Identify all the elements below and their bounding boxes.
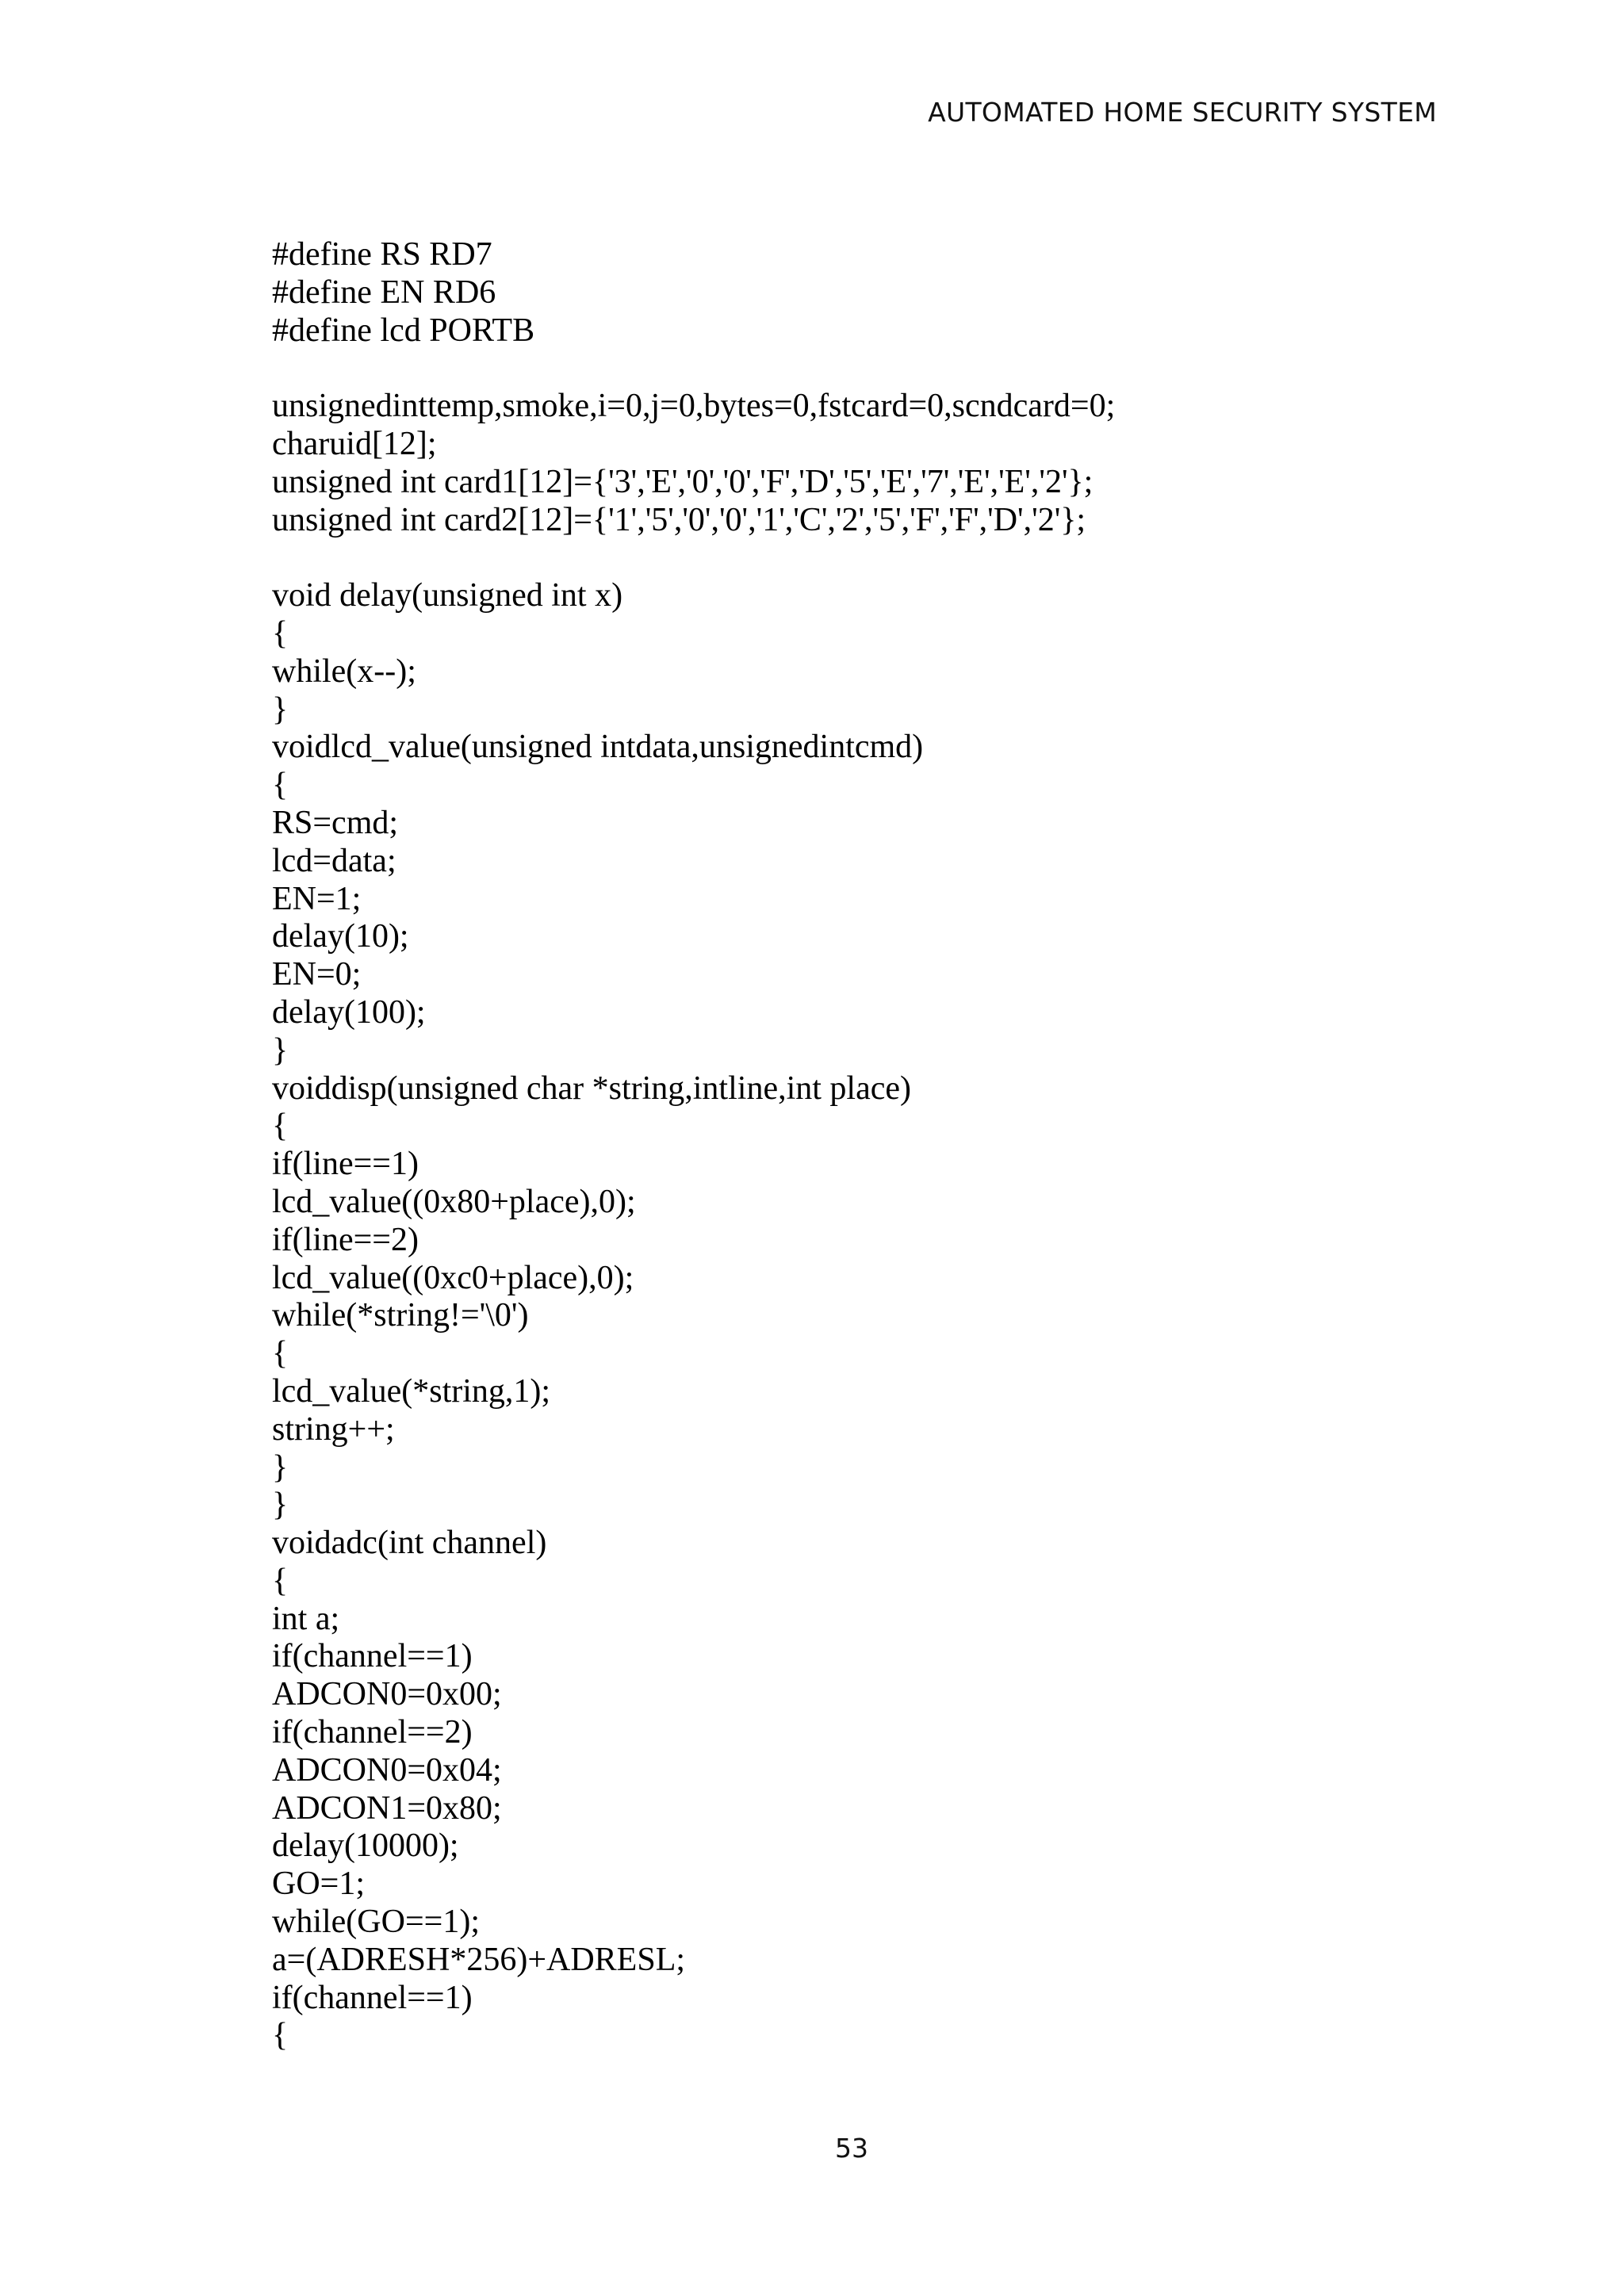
code-line: { bbox=[272, 1562, 289, 1599]
code-line: EN=0; bbox=[272, 956, 362, 993]
code-line bbox=[272, 350, 1461, 388]
code-line: #define lcd PORTB bbox=[272, 312, 535, 349]
code-line: unsigned int card1[12]={'3','E','0','0','F','D','5','E','7','E','E','2'}; bbox=[272, 463, 1094, 500]
code-line: voidlcd_value(unsigned intdata,unsignedintcmd) bbox=[272, 729, 924, 766]
code-line: delay(10); bbox=[272, 918, 409, 955]
code-line: #define RS RD7 bbox=[272, 236, 492, 273]
code-line: #define EN RD6 bbox=[272, 274, 496, 311]
code-line: if(channel==1) bbox=[272, 1979, 473, 2016]
page-number: 53 bbox=[835, 2133, 868, 2164]
code-line: delay(10000); bbox=[272, 1827, 459, 1865]
code-line: lcd_value((0x80+place),0); bbox=[272, 1183, 636, 1220]
code-line: lcd_value(*string,1); bbox=[272, 1372, 551, 1410]
code-line: voidadc(int channel) bbox=[272, 1525, 547, 1562]
code-line: { bbox=[272, 1108, 289, 1145]
code-line: lcd_value((0xc0+place),0); bbox=[272, 1259, 634, 1296]
code-line: voiddisp(unsigned char *string,intline,int place) bbox=[272, 1070, 911, 1107]
code-line: unsigned int card2[12]={'1','5','0','0','1','C','2','5','F','F','D','2'}; bbox=[272, 501, 1086, 538]
code-line: GO=1; bbox=[272, 1866, 366, 1903]
code-line: if(line==2) bbox=[272, 1221, 419, 1258]
code-line: if(channel==1) bbox=[272, 1638, 473, 1675]
code-line: void delay(unsigned int x) bbox=[272, 577, 623, 614]
code-line: } bbox=[272, 1448, 289, 1486]
running-header: AUTOMATED HOME SECURITY SYSTEM bbox=[928, 97, 1437, 128]
code-line: } bbox=[272, 1487, 289, 1524]
code-line bbox=[272, 539, 1461, 577]
code-line: } bbox=[272, 691, 289, 728]
code-line: ADCON1=0x80; bbox=[272, 1789, 502, 1827]
code-line: RS=cmd; bbox=[272, 804, 399, 841]
code-line: while(*string!='\0') bbox=[272, 1297, 529, 1334]
code-line: delay(100); bbox=[272, 993, 426, 1031]
code-line: { bbox=[272, 767, 289, 804]
code-line: } bbox=[272, 1031, 289, 1069]
code-line: while(GO==1); bbox=[272, 1904, 480, 1941]
code-line: { bbox=[272, 1335, 289, 1372]
code-line: unsignedinttemp,smoke,i=0,j=0,bytes=0,fstcard=0,scndcard=0; bbox=[272, 388, 1116, 425]
code-listing bbox=[272, 236, 1461, 2055]
code-line: if(line==1) bbox=[272, 1146, 419, 1183]
code-line: ADCON0=0x00; bbox=[272, 1676, 502, 1713]
code-line: lcd=data; bbox=[272, 842, 396, 879]
code-line: while(x--); bbox=[272, 652, 416, 690]
code-line: ADCON0=0x04; bbox=[272, 1751, 502, 1789]
code-line: { bbox=[272, 2017, 289, 2054]
code-line: if(channel==2) bbox=[272, 1714, 473, 1751]
code-line: EN=1; bbox=[272, 880, 362, 917]
code-line: a=(ADRESH*256)+ADRESL; bbox=[272, 1941, 686, 1978]
code-line: { bbox=[272, 614, 289, 652]
code-line: string++; bbox=[272, 1410, 395, 1448]
code-line: charuid[12]; bbox=[272, 425, 437, 462]
code-line: int a; bbox=[272, 1600, 340, 1637]
